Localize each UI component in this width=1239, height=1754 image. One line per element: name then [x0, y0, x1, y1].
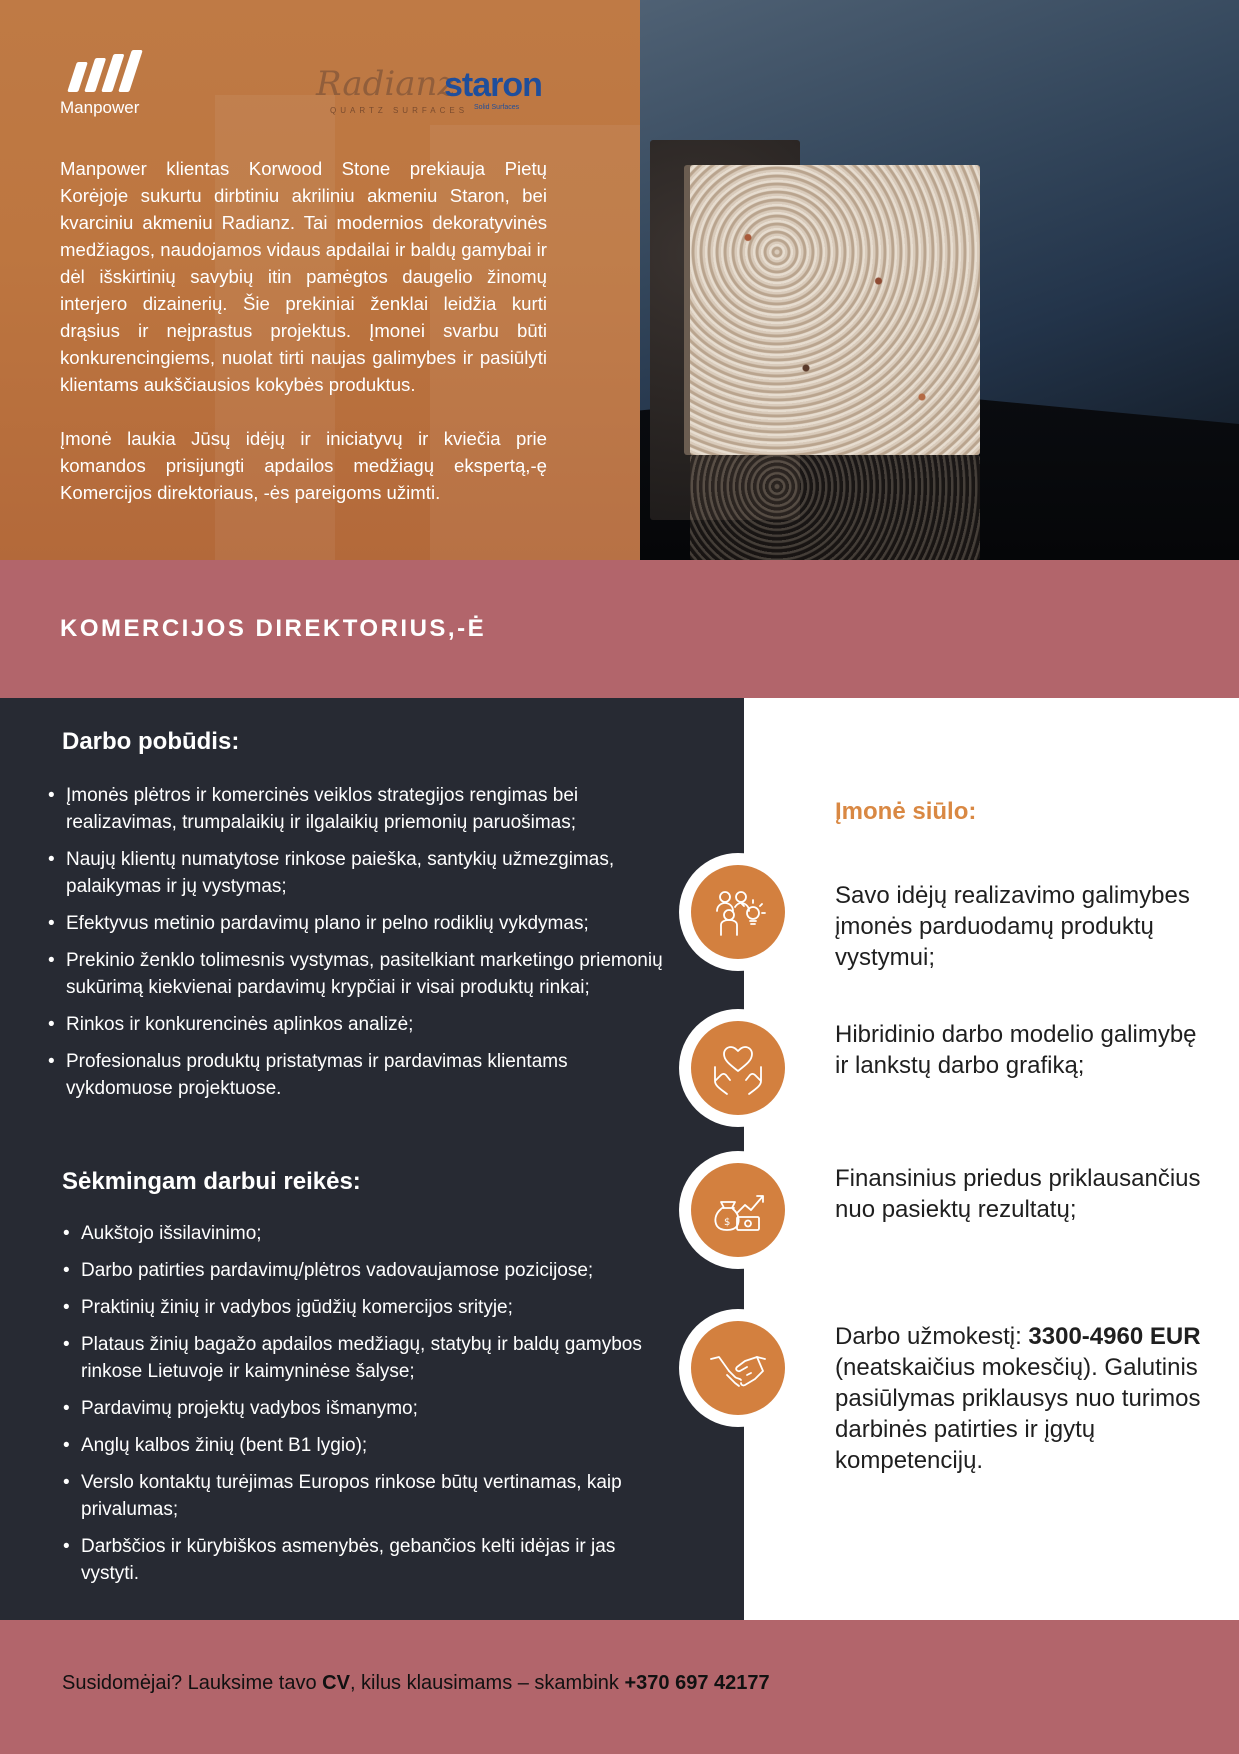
list-item: • Anglų kalbos žinių (bent B1 lygio); — [63, 1432, 673, 1459]
radianz-logo: Radianz — [316, 64, 456, 104]
staron-logo-tagline: Solid Surfaces — [474, 104, 520, 111]
offer-icon-badge — [679, 853, 797, 971]
job-title: KOMERCIJOS DIREKTORIUS,-Ė — [60, 615, 487, 642]
list-item: • Aukštojo išsilavinimo; — [63, 1220, 673, 1247]
footer-contact — [62, 1672, 770, 1695]
offer-icon-badge — [679, 1309, 797, 1427]
salary-note: (neatskaičius mokesčių). Galutinis pasiūlymas priklausys nuo turimos darbinės patirties ir įgytų kompetencijų. — [835, 1354, 1201, 1474]
slab-reflection — [690, 455, 980, 560]
offer-heading: Įmonė siūlo: — [835, 798, 977, 825]
handshake-icon — [707, 1337, 769, 1399]
duties-heading: Darbo pobūdis: — [62, 728, 240, 755]
radianz-logo-tagline: QUARTZ SURFACES — [330, 106, 469, 115]
list-item: • Plataus žinių bagažo apdailos medžiagų, statybų ir baldų gamybos rinkose Lietuvoje ir kaimyninėse šalyse; — [63, 1331, 673, 1385]
requirements-heading: Sėkmingam darbui reikės: — [62, 1168, 361, 1195]
salary-prefix: Darbo užmokestį: — [835, 1323, 1029, 1350]
intro-paragraph-1: Manpower klientas Korwood Stone prekiauja Pietų Korėjoje sukurtu dirbtiniu akriliniu akmeniu Staron, bei kvarciniu akmeniu Radianz. Tai modernios dekoratyvinės medžiagos, naudojamos vidaus apdailai ir baldų gamybai ir dėl išskirtinių savybių itin pamėgtos daugelio žinomų interjero dizainerių. Šie prekiniai ženklai leidžia kurti drąsius ir neįprastus projektus. Įmonei svarbu būti konkurencingiems, nuolat tirti naujas galimybes ir pasiūlyti klientams aukščiausios kokybės produktus. — [60, 158, 547, 395]
list-item: • Efektyvus metinio pardavimų plano ir pelno rodiklių vykdymas; — [48, 910, 673, 937]
duties-list — [48, 782, 673, 1112]
staron-logo: staron — [444, 66, 542, 104]
list-item: • Darbščios ir kūrybiškos asmenybės, gebančios kelti idėjas ir jas vystyti. — [63, 1533, 673, 1587]
salary-currency: EUR — [1149, 1323, 1201, 1350]
speckled-stone-slab — [690, 165, 980, 455]
offer-item-hybrid: Hibridinio darbo modelio galimybę ir lankstų darbo grafiką; — [835, 1021, 1197, 1079]
list-item: • Profesionalus produktų pristatymas ir pardavimas klientams vykdomuose projektuose. — [48, 1048, 673, 1102]
list-item: • Įmonės plėtros ir komercinės veiklos strategijos rengimas bei realizavimas, trumpalaikių ir ilgalaikių priemonių paruošimas; — [48, 782, 673, 836]
svg-text:$: $ — [724, 1217, 731, 1228]
manpower-logo-text: Manpower — [60, 98, 140, 117]
footer-text-1: Susidomėjai? Lauksime tavo — [62, 1672, 323, 1694]
offer-item-ideas: Savo idėjų realizavimo galimybes įmonės parduodamų produktų vystymui; — [835, 882, 1190, 971]
offer-item-salary — [835, 1321, 1205, 1476]
people-idea-icon — [707, 881, 769, 943]
list-item: • Prekinio ženklo tolimesnis vystymas, pasitelkiant marketingo priemonių sukūrimą kiekvienai pardavimų krypčiai ir visai produktų rinkai; — [48, 947, 673, 1001]
manpower-logo — [60, 50, 160, 130]
list-item: • Darbo patirties pardavimų/plėtros vadovaujamose pozicijose; — [63, 1257, 673, 1284]
footer-phone[interactable]: +370 697 42177 — [624, 1672, 770, 1694]
intro-paragraph-2: Įmonė laukia Jūsų idėjų ir iniciatyvų ir kviečia prie komandos prisijungti apdailos medžiagų ekspertą,-ę Komercijos direktoriaus, -ės pareigoms užimti. — [60, 428, 547, 503]
money-growth-icon — [707, 1179, 769, 1241]
list-item: • Pardavimų projektų vadybos išmanymo; — [63, 1395, 673, 1422]
company-intro — [60, 155, 547, 506]
list-item: • Naujų klientų numatytose rinkose paieška, santykių užmezgimas, palaikymas ir jų vystymas; — [48, 846, 673, 900]
offer-icon-badge — [679, 1151, 797, 1269]
salary-range: 3300-4960 — [1028, 1323, 1144, 1350]
offer-panel — [744, 698, 1239, 1620]
requirements-list — [63, 1220, 673, 1597]
hero-section — [0, 0, 1239, 560]
list-item: • Praktinių žinių ir vadybos įgūdžių komercijos srityje; — [63, 1294, 673, 1321]
stone-samples-photo — [640, 0, 1239, 560]
heart-hands-icon — [707, 1037, 769, 1099]
footer-cv: CV — [322, 1672, 350, 1694]
offer-item-bonuses: Finansinius priedus priklausančius nuo pasiektų rezultatų; — [835, 1165, 1201, 1223]
footer-text-2: , kilus klausimams – skambink — [349, 1672, 625, 1694]
manpower-logo-mark — [67, 50, 167, 92]
offer-icon-badge — [679, 1009, 797, 1127]
list-item: • Rinkos ir konkurencinės aplinkos analizė; — [48, 1011, 673, 1038]
list-item: • Verslo kontaktų turėjimas Europos rinkose būtų vertinamas, kaip privalumas; — [63, 1469, 673, 1523]
